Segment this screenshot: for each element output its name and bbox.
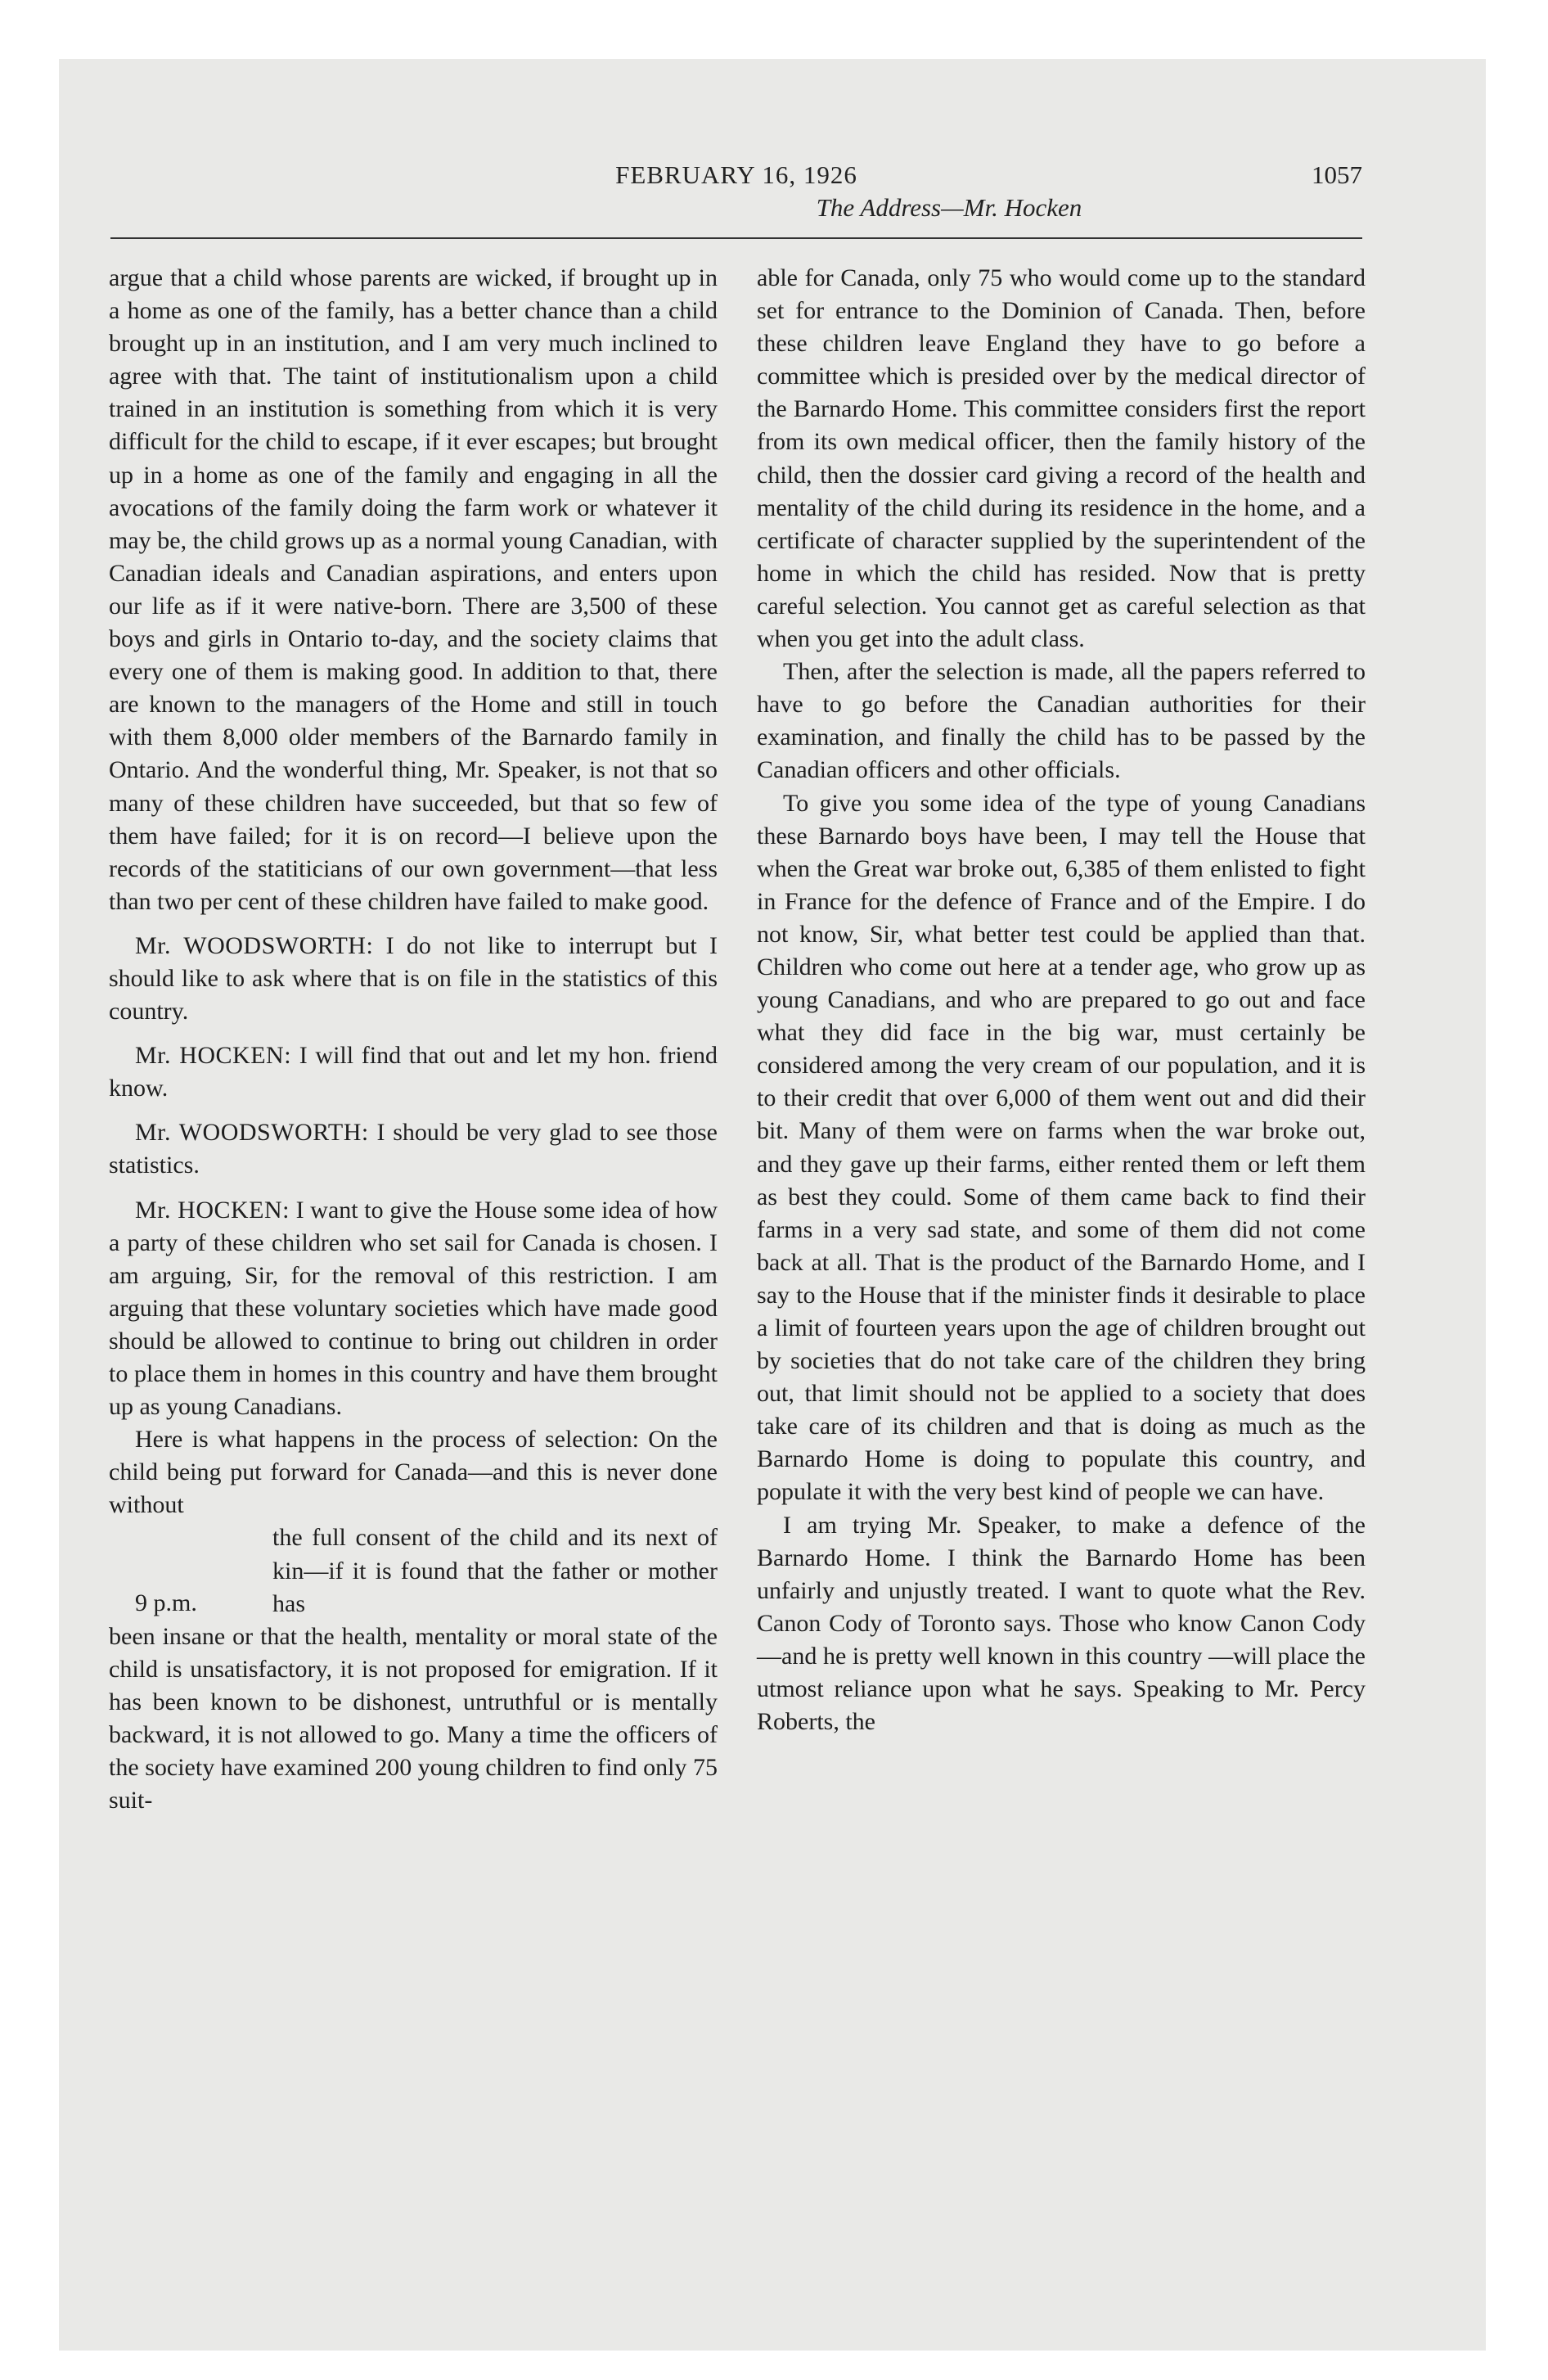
paragraph: able for Canada, only 75 who would come up to the standard set for entrance to the Dominion of Canada. Then, before these children leave England they have to go before a committee which is presided over by the medical director of the Barnardo Home. This committee considers first the report from its own medical officer, then the family history of the child, then the dossier card giving a record of the health and mentality of the child during its residence in the home, and a certificate of character supplied by the superintendent of the home in which the child has resided. Now that is pretty careful selection. You cannot get as careful selection as that when you get into the adult class. <box>757 264 1366 653</box>
right-column <box>757 262 1366 1738</box>
header-rule <box>110 237 1362 239</box>
header-subject: The Address—Mr. Hocken <box>816 193 1082 222</box>
speech-text: I want to give the House some idea of how a party of these children who set sail for Canada is chosen. I am arguing, Sir, for the removal of this restriction. I am arguing that these voluntary societies which have made good should be allowed to continue to bring out children in order to place them in homes in this country and have them brought up as young Canadians. <box>109 1196 718 1421</box>
left-column <box>109 262 718 1817</box>
paragraph: Here is what happens in the process of selection: On the child being put forward for Canada—and this is never done without <box>109 1426 718 1519</box>
speech-paragraph <box>109 1194 718 1424</box>
speech-paragraph <box>109 930 718 1028</box>
speaker-name: Mr. WOODSWORTH: <box>135 1119 369 1147</box>
speaker-name: Mr. HOCKEN: <box>135 1042 292 1070</box>
time-marker: 9 p.m. <box>135 1589 197 1617</box>
paragraph: I am trying Mr. Speaker, to make a defence of the Barnardo Home. I think the Barnardo Home has been unfairly and unjustly treated. I want to quote what the Rev. Canon Cody of Toronto says. Those who know Canon Cody —and he is pretty well known in this country —will place the utmost reliance upon what he says. Speaking to Mr. Percy Roberts, the <box>757 1511 1366 1736</box>
page-header <box>110 160 1362 234</box>
speaker-name: Mr. WOODSWORTH: <box>135 931 374 959</box>
speech-text: I will find that out and let my hon. friend know. <box>109 1042 718 1102</box>
page-number: 1057 <box>1312 160 1362 189</box>
paragraph: Then, after the selection is made, all the papers referred to have to go before the Canadian authorities for their examination, and finally the child has to be passed by the Canadian officers and other officials. <box>757 658 1366 784</box>
speech-text: I do not like to interrupt but I should like to ask where that is on file in the statistics of this country. <box>109 931 718 1025</box>
paragraph: To give you some idea of the type of young Canadians these Barnardo boys have been, I may tell the House that when the Great war broke out, 6,385 of them enlisted to fight in France for the defence of France and of the Empire. I do not know, Sir, what better test could be applied than that. Children who come out here at a tender age, who grow up as young Canadians, and who are prepared to go out and face what they did face in the big war, must certainly be considered among the very cream of our population, and it is to their credit that over 6,000 of them went out and did their bit. Many of them were on farms when the war broke out, and they gave up their farms, either rented them or left them as best they could. Some of them came back to find their farms in a very sad state, and some of them did not come back at all. That is the product of the Barnardo Home, and I say to the House that if the minister finds it desirable to place a limit of fourteen years upon the age of children brought out by societies that do not take care of the children they bring out, that limit should not be applied to a society that does take care of its children and that is doing as much as the Barnardo Home is doing to populate this country, and populate it with the very best kind of people we can have. <box>757 789 1366 1506</box>
header-date: FEBRUARY 16, 1926 <box>615 160 857 189</box>
speech-text: I should be very glad to see those statistics. <box>109 1119 718 1179</box>
paragraph: been insane or that the health, mentality or moral state of the child is unsatisfactory, it is not proposed for emigration. If it has been known to be dishonest, untruthful or is mentally backward, it is not allowed to go. Many a time the officers of the society have examined 200 young children to find only 75 suit- <box>109 1622 718 1814</box>
paragraph: argue that a child whose parents are wicked, if brought up in a home as one of the family, has a better chance than a child brought up in an institution, and I am very much inclined to agree with that. The taint of institutionalism upon a child trained in an institution is something from which it is very difficult for the child to escape, if it ever escapes; but brought up in a home as one of the family and engaging in all the avocations of the family doing the farm work or whatever it may be, the child grows up as a normal young Canadian, with Canadian ideals and Canadian aspirations, and enters upon our life as if it were native-born. There are 3,500 of these boys and girls in Ontario to-day, and the society claims that every one of them is making good. In addition to that, there are known to the managers of the Home and still in touch with them 8,000 older members of the Barnardo family in Ontario. And the wonderful thing, Mr. Speaker, is not that so many of these children have succeeded, but that so few of them have failed; for it is on record—I believe upon the records of the statiticians of our own government—that less than two per cent of these children have failed to make good. <box>109 264 718 915</box>
paragraph: the full consent of the child and its next of kin—if it is found that the father or mother has <box>272 1524 718 1617</box>
speech-paragraph <box>109 1039 718 1105</box>
speaker-name: Mr. HOCKEN: <box>135 1196 290 1224</box>
time-marker-block <box>109 1521 718 1620</box>
speech-paragraph <box>109 1116 718 1182</box>
